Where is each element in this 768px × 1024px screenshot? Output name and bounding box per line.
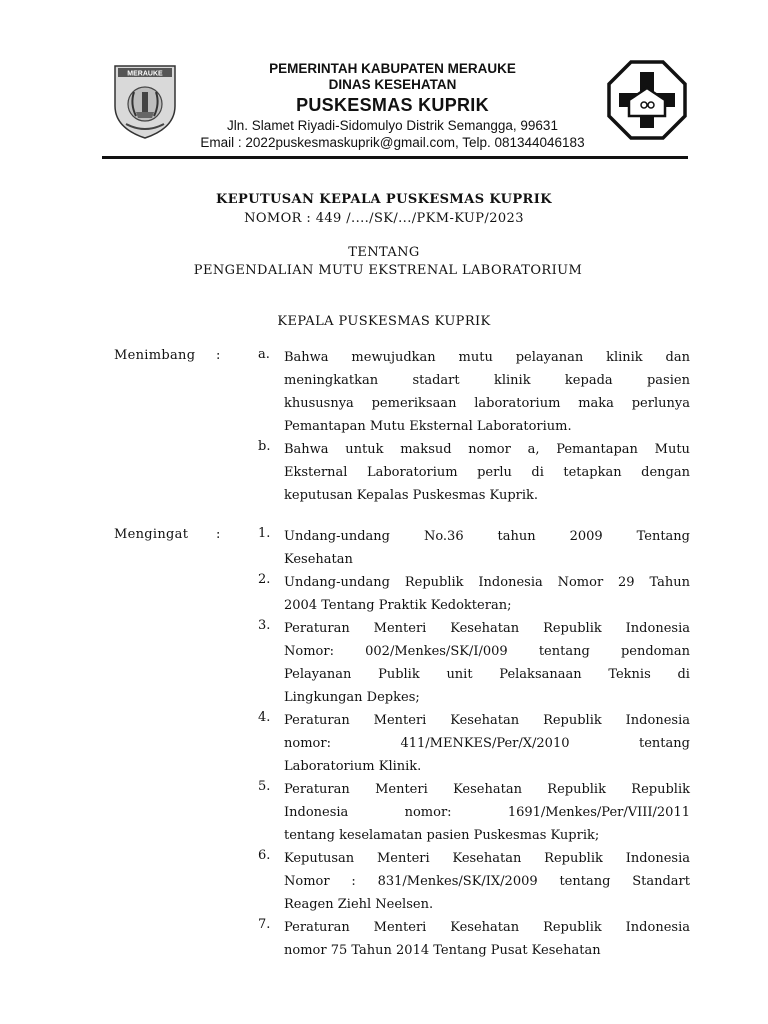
item-marker: 1. xyxy=(258,526,271,541)
item-line: Eksternal Laboratorium perlu di tetapkan dengan xyxy=(284,465,690,480)
item-line: Lingkungan Depkes; xyxy=(284,690,420,705)
item-line: Reagen Ziehl Neelsen. xyxy=(284,897,434,912)
kepala-heading: KEPALA PUSKESMAS KUPRIK xyxy=(277,314,491,329)
mengingat-colon: : xyxy=(216,527,221,542)
department-name: DINAS KESEHATAN xyxy=(328,77,457,92)
item-marker: a. xyxy=(258,347,270,362)
item-marker: 3. xyxy=(258,618,271,633)
item-line: Kesehatan xyxy=(284,552,353,567)
item-line: Peraturan Menteri Kesehatan Republik Indonesia xyxy=(284,713,690,728)
item-marker: 6. xyxy=(258,848,271,863)
item-line: 2004 Tentang Praktik Kedokteran; xyxy=(284,598,512,613)
government-name: PEMERINTAH KABUPATEN MERAUKE xyxy=(269,61,516,76)
item-text xyxy=(284,709,690,778)
institution-name: PUSKESMAS KUPRIK xyxy=(296,95,489,115)
item-marker: b. xyxy=(258,439,271,454)
item-line: Nomor: 002/Menkes/SK/I/009 tentang pendoman xyxy=(284,644,690,659)
item-text xyxy=(284,617,690,709)
item-marker: 2. xyxy=(258,572,271,587)
item-text xyxy=(284,916,690,962)
decree-title: KEPUTUSAN KEPALA PUSKESMAS KUPRIK xyxy=(216,192,552,207)
item-line: Indonesia nomor: 1691/Menkes/Per/VIII/2011 xyxy=(284,805,690,820)
letterhead-text xyxy=(170,60,615,151)
left-logo-text: MERAUKE xyxy=(127,70,163,78)
item-line: Bahwa mewujudkan mutu pelayanan klinik dan xyxy=(284,350,690,365)
item-line: Bahwa untuk maksud nomor a, Pemantapan Mutu xyxy=(284,442,690,457)
item-line: meningkatkan stadart klinik kepada pasien xyxy=(284,373,690,388)
item-line: Laboratorium Klinik. xyxy=(284,759,422,774)
merauke-regency-emblem-icon xyxy=(112,62,178,140)
mengingat-label: Mengingat xyxy=(114,527,189,542)
item-line: Keputusan Menteri Kesehatan Republik Indonesia xyxy=(284,851,690,866)
item-line: Pemantapan Mutu Eksternal Laboratorium. xyxy=(284,419,572,434)
item-line: nomor 75 Tahun 2014 Tentang Pusat Kesehatan xyxy=(284,943,601,958)
address: Jln. Slamet Riyadi-Sidomulyo Distrik Semangga, 99631 xyxy=(227,118,558,133)
item-line: Peraturan Menteri Kesehatan Republik Indonesia xyxy=(284,621,690,636)
tentang-heading: TENTANG xyxy=(348,245,420,260)
item-line: Pelayanan Publik unit Pelaksanaan Teknis di xyxy=(284,667,690,682)
letterhead-divider xyxy=(102,156,688,159)
item-line: Undang-undang No.36 tahun 2009 Tentang xyxy=(284,529,690,544)
menimbang-colon: : xyxy=(216,348,221,363)
item-text xyxy=(284,525,690,571)
item-text xyxy=(284,571,690,617)
menimbang-label: Menimbang xyxy=(114,348,196,363)
decree-number: NOMOR : 449 /..../SK/.../PKM-KUP/2023 xyxy=(244,211,524,226)
item-line: Nomor : 831/Menkes/SK/IX/2009 tentang Standart xyxy=(284,874,690,889)
item-line: keputusan Kepalas Puskesmas Kuprik. xyxy=(284,488,539,503)
item-line: nomor: 411/MENKES/Per/X/2010 tentang xyxy=(284,736,690,751)
item-line: Peraturan Menteri Kesehatan Republik Republik xyxy=(284,782,690,797)
item-text xyxy=(284,346,690,438)
item-line: tentang keselamatan pasien Puskesmas Kuprik; xyxy=(284,828,600,843)
item-marker: 4. xyxy=(258,710,271,725)
item-text xyxy=(284,847,690,916)
letterhead xyxy=(0,0,768,165)
item-line: Peraturan Menteri Kesehatan Republik Indonesia xyxy=(284,920,690,935)
item-marker: 5. xyxy=(258,779,271,794)
item-marker: 7. xyxy=(258,917,271,932)
contact-info: Email : 2022puskesmaskuprik@gmail.com, Telp. 081344046183 xyxy=(200,135,585,150)
item-line: Undang-undang Republik Indonesia Nomor 29 Tahun xyxy=(284,575,690,590)
item-text xyxy=(284,778,690,847)
item-line: khususnya pemeriksaan laboratorium maka perlunya xyxy=(284,396,690,411)
decree-subject: PENGENDALIAN MUTU EKSTRENAL LABORATORIUM xyxy=(193,263,583,278)
item-text xyxy=(284,438,690,507)
puskesmas-logo-icon xyxy=(607,60,687,140)
